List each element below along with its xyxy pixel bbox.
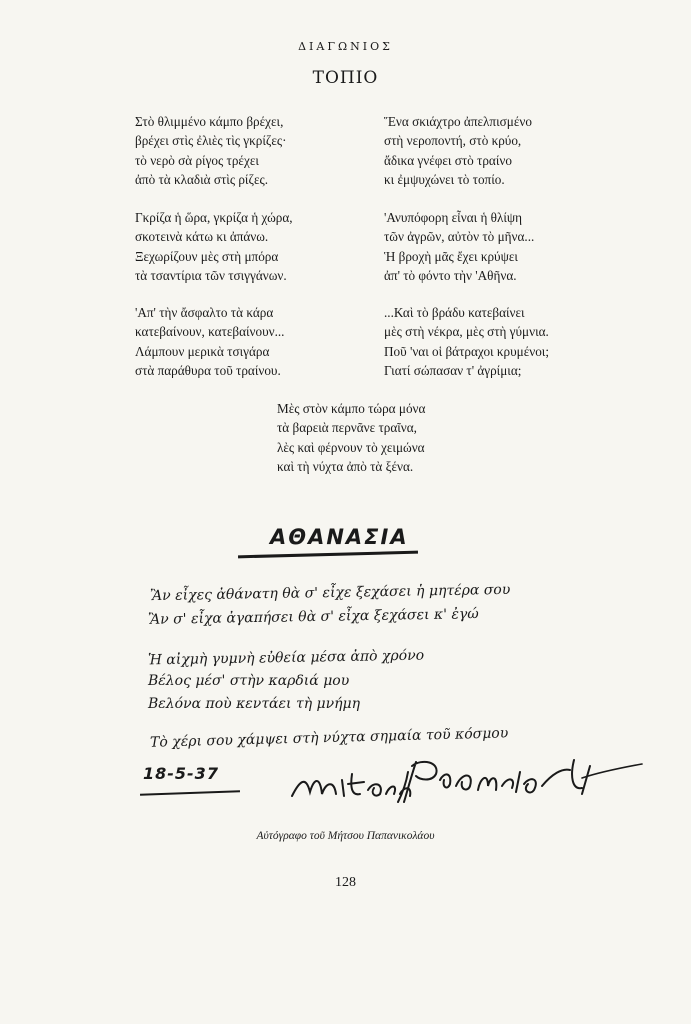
verse-line: σκοτεινὰ κάτω κι ἀπάνω. [135,229,269,245]
verse-line: τὸ νερὸ σὰ ρίγος τρέχει [135,152,259,168]
manuscript-date-underline [140,790,240,795]
manuscript-line: Βέλος μέσ' στὴν καρδιά μου [148,673,350,689]
verse-line: Γκρίζα ἡ ὥρα, γκρίζα ἡ χώρα, [135,210,293,225]
running-header: ΔΙΑΓΩΝΙΟΣ [298,40,393,53]
manuscript-date: 18-5-37 [143,764,219,783]
verse-line: ἄδικα γνέφει στὸ τραίνο [384,152,512,168]
verse-line: Γιατί σώπασαν τ' ἀγρίμια; [384,362,522,378]
poem-stanza-right-1 [384,112,532,189]
verse-line: στὰ παράθυρα τοῦ τραίνου. [135,362,281,378]
figure-caption: Αὐτόγραφο τοῦ Μήτσου Παπανικολάου [256,830,435,842]
verse-line: Λάμπουν μερικὰ τσιγάρα [135,343,270,359]
verse-line: κατεβαίνουν, κατεβαίνουν... [135,324,285,340]
manuscript-line: Ἂν εἶχες ἀθάνατη θὰ σ' εἶχε ξεχάσει ἡ μητέρα σου [149,581,511,605]
verse-line: Ἡ βροχὴ μᾶς ἔχει κρύψει [384,248,518,264]
verse-line: στὴ νεροποντή, στὸ κρύο, [384,133,522,149]
page-number: 128 [335,875,356,890]
manuscript-line: Ἡ αἰχμὴ γυμνὴ εὐθεία μέσα ἀπὸ χρόνο [147,647,425,669]
verse-line: Ξεχωρίζουν μὲς στὴ μπόρα [135,248,279,264]
verse-line: λὲς καὶ φέρνουν τὸ χειμώνα [277,439,425,455]
poem-title: ΤΟΠΙΟ [312,68,379,88]
verse-line: τὰ βαρειὰ περνᾶνε τραῖνα, [277,420,417,436]
manuscript-line: Βελόνα ποὺ κεντάει τὴ μνήμη [148,696,361,712]
verse-line: μὲς στὴ νέκρα, μὲς στὴ γύμνια. [384,324,549,340]
poem-stanza-right-2 [384,208,534,285]
poem-stanza-final [277,399,425,476]
poem-stanza-left-2 [135,208,293,285]
verse-line: ἀπὸ τὰ κλαδιὰ στὶς ρίζες. [135,171,269,187]
manuscript-line: Τὸ χέρι σου χάμψει στὴ νύχτα σημαία τοῦ κόσμου [149,725,509,751]
manuscript-title-underline [238,551,418,559]
manuscript-line: Ἂν σ' εἶχα ἀγαπήσει θὰ σ' εἶχα ξεχάσει κ' ἐγώ [147,606,479,628]
handwritten-signature [290,750,650,810]
verse-line: 'Απ' τὴν ἄσφαλτο τὰ κάρα [135,305,274,320]
verse-line: τὰ τσαντίρια τῶν τσιγγάνων. [135,267,287,283]
verse-line: καὶ τὴ νύχτα ἀπὸ τὰ ξένα. [277,458,414,474]
verse-line: Στὸ θλιμμένο κάμπο βρέχει, [135,114,284,129]
manuscript-title: ΑΘΑΝΑΣΙΑ [270,525,409,549]
verse-line: Ἕνα σκιάχτρο ἀπελπισμένο [384,114,532,129]
poem-stanza-right-3 [384,303,549,380]
poem-stanza-left-1 [135,112,287,189]
poem-stanza-left-3 [135,303,284,380]
verse-line: 'Ανυπόφορη εἶναι ἡ θλίψη [384,210,523,225]
verse-line: κι ἐμψυχώνει τὸ τοπίο. [384,171,505,187]
verse-line: βρέχει στὶς ἐλιὲς τὶς γκρίζες· [135,133,287,149]
verse-line: ἀπ' τὸ φόντο τὴν 'Αθῆνα. [384,267,517,283]
verse-line: Ποῦ 'ναι οἱ βάτραχοι κρυμένοι; [384,343,550,359]
verse-line: Μὲς στὸν κάμπο τώρα μόνα [277,401,426,416]
verse-line: ...Καὶ τὸ βράδυ κατεβαίνει [384,305,525,320]
verse-line: τῶν ἀγρῶν, αὐτὸν τὸ μῆνα... [384,229,535,245]
